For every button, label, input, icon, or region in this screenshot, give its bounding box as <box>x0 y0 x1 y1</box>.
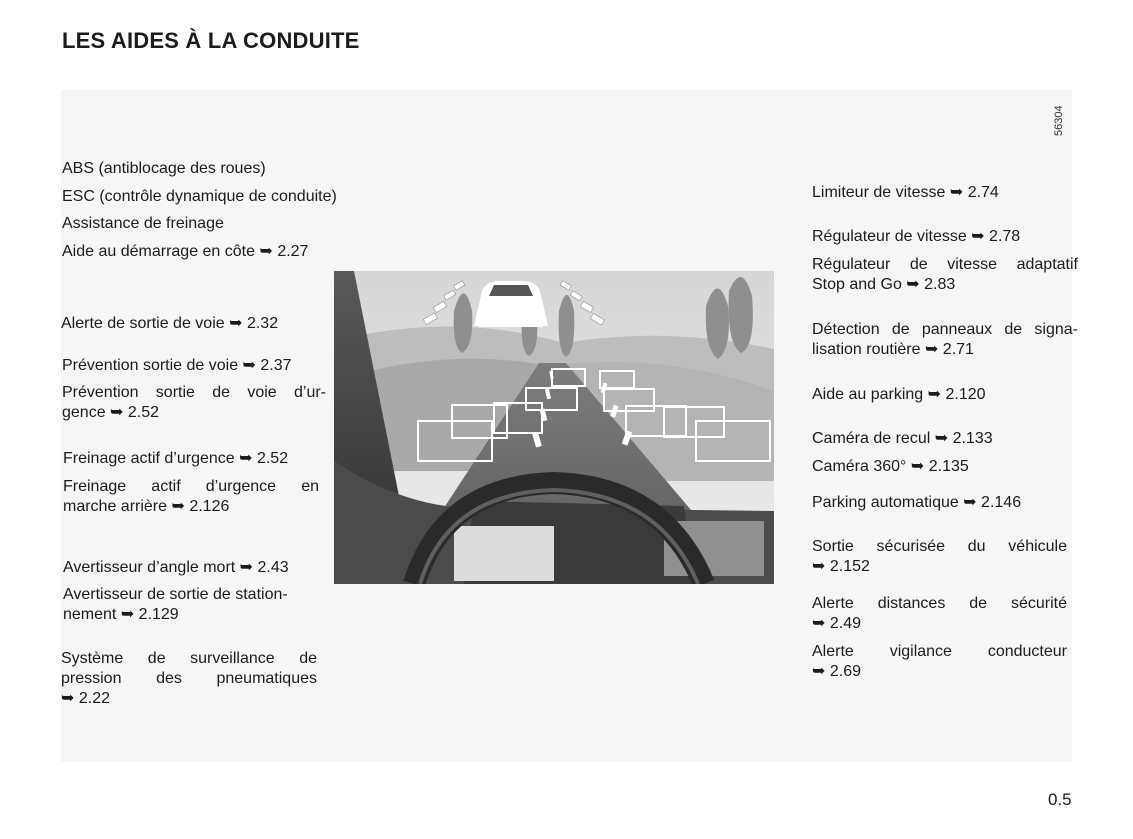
label-lane-departure-prevention: Prévention sortie de voie ➥ 2.37 <box>62 357 292 374</box>
label-adaptive-cruise: Régulateur de vitesse adaptatif Stop and Go ➥ 2.83 <box>812 256 1078 293</box>
label-cruise-control: Régulateur de vitesse ➥ 2.78 <box>812 228 1021 245</box>
label-driver-attention: Alerte vigilance conducteur ➥ 2.69 <box>812 643 1067 680</box>
label-sign-recognition: Détection de panneaux de signa- lisation routière ➥ 2.71 <box>812 321 1078 358</box>
label-lane-departure-alert: Alerte de sortie de voie ➥ 2.32 <box>61 315 279 332</box>
label-rear-camera: Caméra de recul ➥ 2.133 <box>812 430 993 447</box>
driving-aids-illustration <box>334 271 774 584</box>
car-ahead-icon <box>474 281 548 327</box>
label-hill-start: Aide au démarrage en côte ➥ 2.27 <box>62 243 309 260</box>
label-speed-limiter: Limiteur de vitesse ➥ 2.74 <box>812 184 999 201</box>
figure-reference-code: 56304 <box>1053 105 1065 136</box>
label-camera-360: Caméra 360° ➥ 2.135 <box>812 458 969 475</box>
page-title: LES AIDES À LA CONDUITE <box>62 28 360 53</box>
label-aeb: Freinage actif d’urgence ➥ 2.52 <box>63 450 289 467</box>
page-number: 0.5 <box>1048 790 1072 809</box>
label-esc: ESC (contrôle dynamique de conduite) <box>62 188 337 205</box>
label-abs: ABS (antiblocage des roues) <box>62 160 266 177</box>
label-safe-exit: Sortie sécurisée du véhicule ➥ 2.152 <box>812 538 1067 575</box>
label-emergency-lane-prevention: Prévention sortie de voie d’ur- gence ➥ 2.52 <box>62 384 326 421</box>
label-aeb-reverse: Freinage actif d’urgence en marche arrière ➥ 2.126 <box>63 478 319 515</box>
label-auto-parking: Parking automatique ➥ 2.146 <box>812 494 1022 511</box>
label-parking-aid: Aide au parking ➥ 2.120 <box>812 386 986 403</box>
label-exit-warning: Avertisseur de sortie de station- nement ➥ 2.129 <box>63 586 288 623</box>
label-distance-alert: Alerte distances de sécurité ➥ 2.49 <box>812 595 1067 632</box>
label-blind-spot: Avertisseur d’angle mort ➥ 2.43 <box>63 559 289 576</box>
label-brake-assist: Assistance de freinage <box>62 215 224 232</box>
label-tpms: Système de surveillance de pression des pneumatiques ➥ 2.22 <box>61 650 317 707</box>
